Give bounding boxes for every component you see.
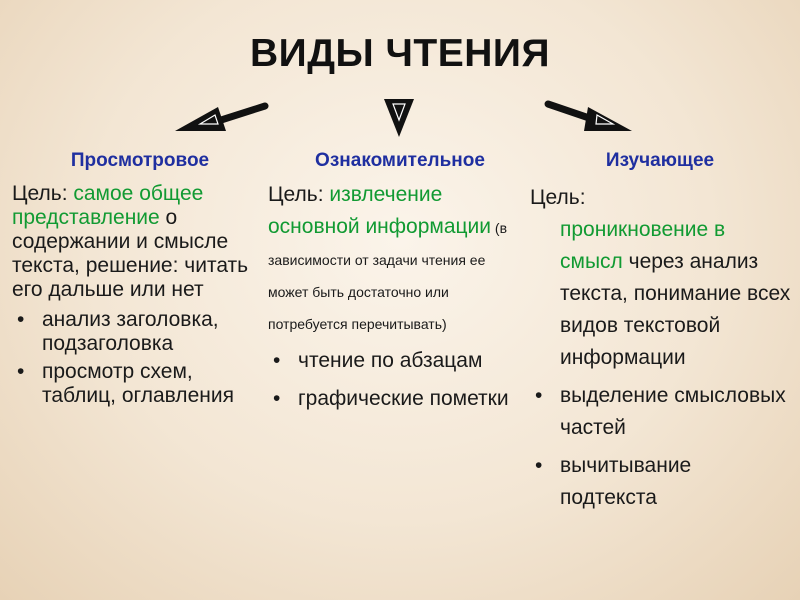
goal-paragraph: [268, 179, 526, 339]
bullet-list: [530, 380, 792, 514]
bullet-icon: •: [17, 360, 25, 383]
column-introductory: [268, 179, 526, 415]
bullet-icon: •: [273, 387, 281, 410]
list-item: • выделение смысловых частей: [530, 380, 792, 444]
goal-label: Цель:: [12, 182, 68, 205]
column-heading-browsing: Просмотровое: [70, 150, 210, 171]
bullet-icon: •: [17, 308, 25, 331]
goal-highlight: самое общее представление: [12, 182, 204, 229]
list-item: • анализ заголовка, подзаголовка: [17, 308, 219, 355]
arrow-icon-right: [548, 104, 632, 131]
bullet-icon: •: [273, 349, 281, 372]
arrows-group: [0, 0, 800, 160]
bullet-list: [12, 308, 262, 408]
arrow-icon-middle: [384, 99, 414, 137]
goal-label: Цель:: [268, 183, 324, 206]
goal-highlight: извлечение основной информации: [268, 183, 492, 238]
goal-paragraph: [530, 182, 792, 214]
goal-paragraph-body: [530, 214, 792, 374]
column-heading-introductory: Ознакомительное: [315, 150, 485, 171]
list-item: • графические пометки: [268, 383, 526, 415]
column-studying: [530, 182, 792, 514]
goal-text: (в зависимости от задачи чтения ее может быть достаточно или потребуется перечитывать): [268, 220, 508, 332]
goal-highlight: проникновение в смысл: [560, 218, 726, 273]
bullet-icon: •: [535, 454, 543, 477]
goal-paragraph: [12, 182, 262, 302]
arrow-icon-left: [175, 106, 265, 131]
goal-text: через анализ текста, понимание всех видов текстовой информации: [560, 250, 791, 369]
bullet-list: [268, 345, 526, 415]
list-item: • просмотр схем, таблиц, оглавления: [17, 360, 234, 407]
list-item: • вычитывание подтекста: [530, 450, 792, 514]
goal-text: о содержании и смысле текста, решение: читать его дальше или нет: [12, 206, 249, 301]
list-item: • чтение по абзацам: [268, 345, 526, 377]
goal-label: Цель:: [530, 186, 586, 209]
page-title: ВИДЫ ЧТЕНИЯ: [250, 32, 550, 75]
column-browsing: [12, 182, 262, 408]
column-heading-studying: Изучающее: [605, 150, 715, 171]
bullet-icon: •: [535, 384, 543, 407]
